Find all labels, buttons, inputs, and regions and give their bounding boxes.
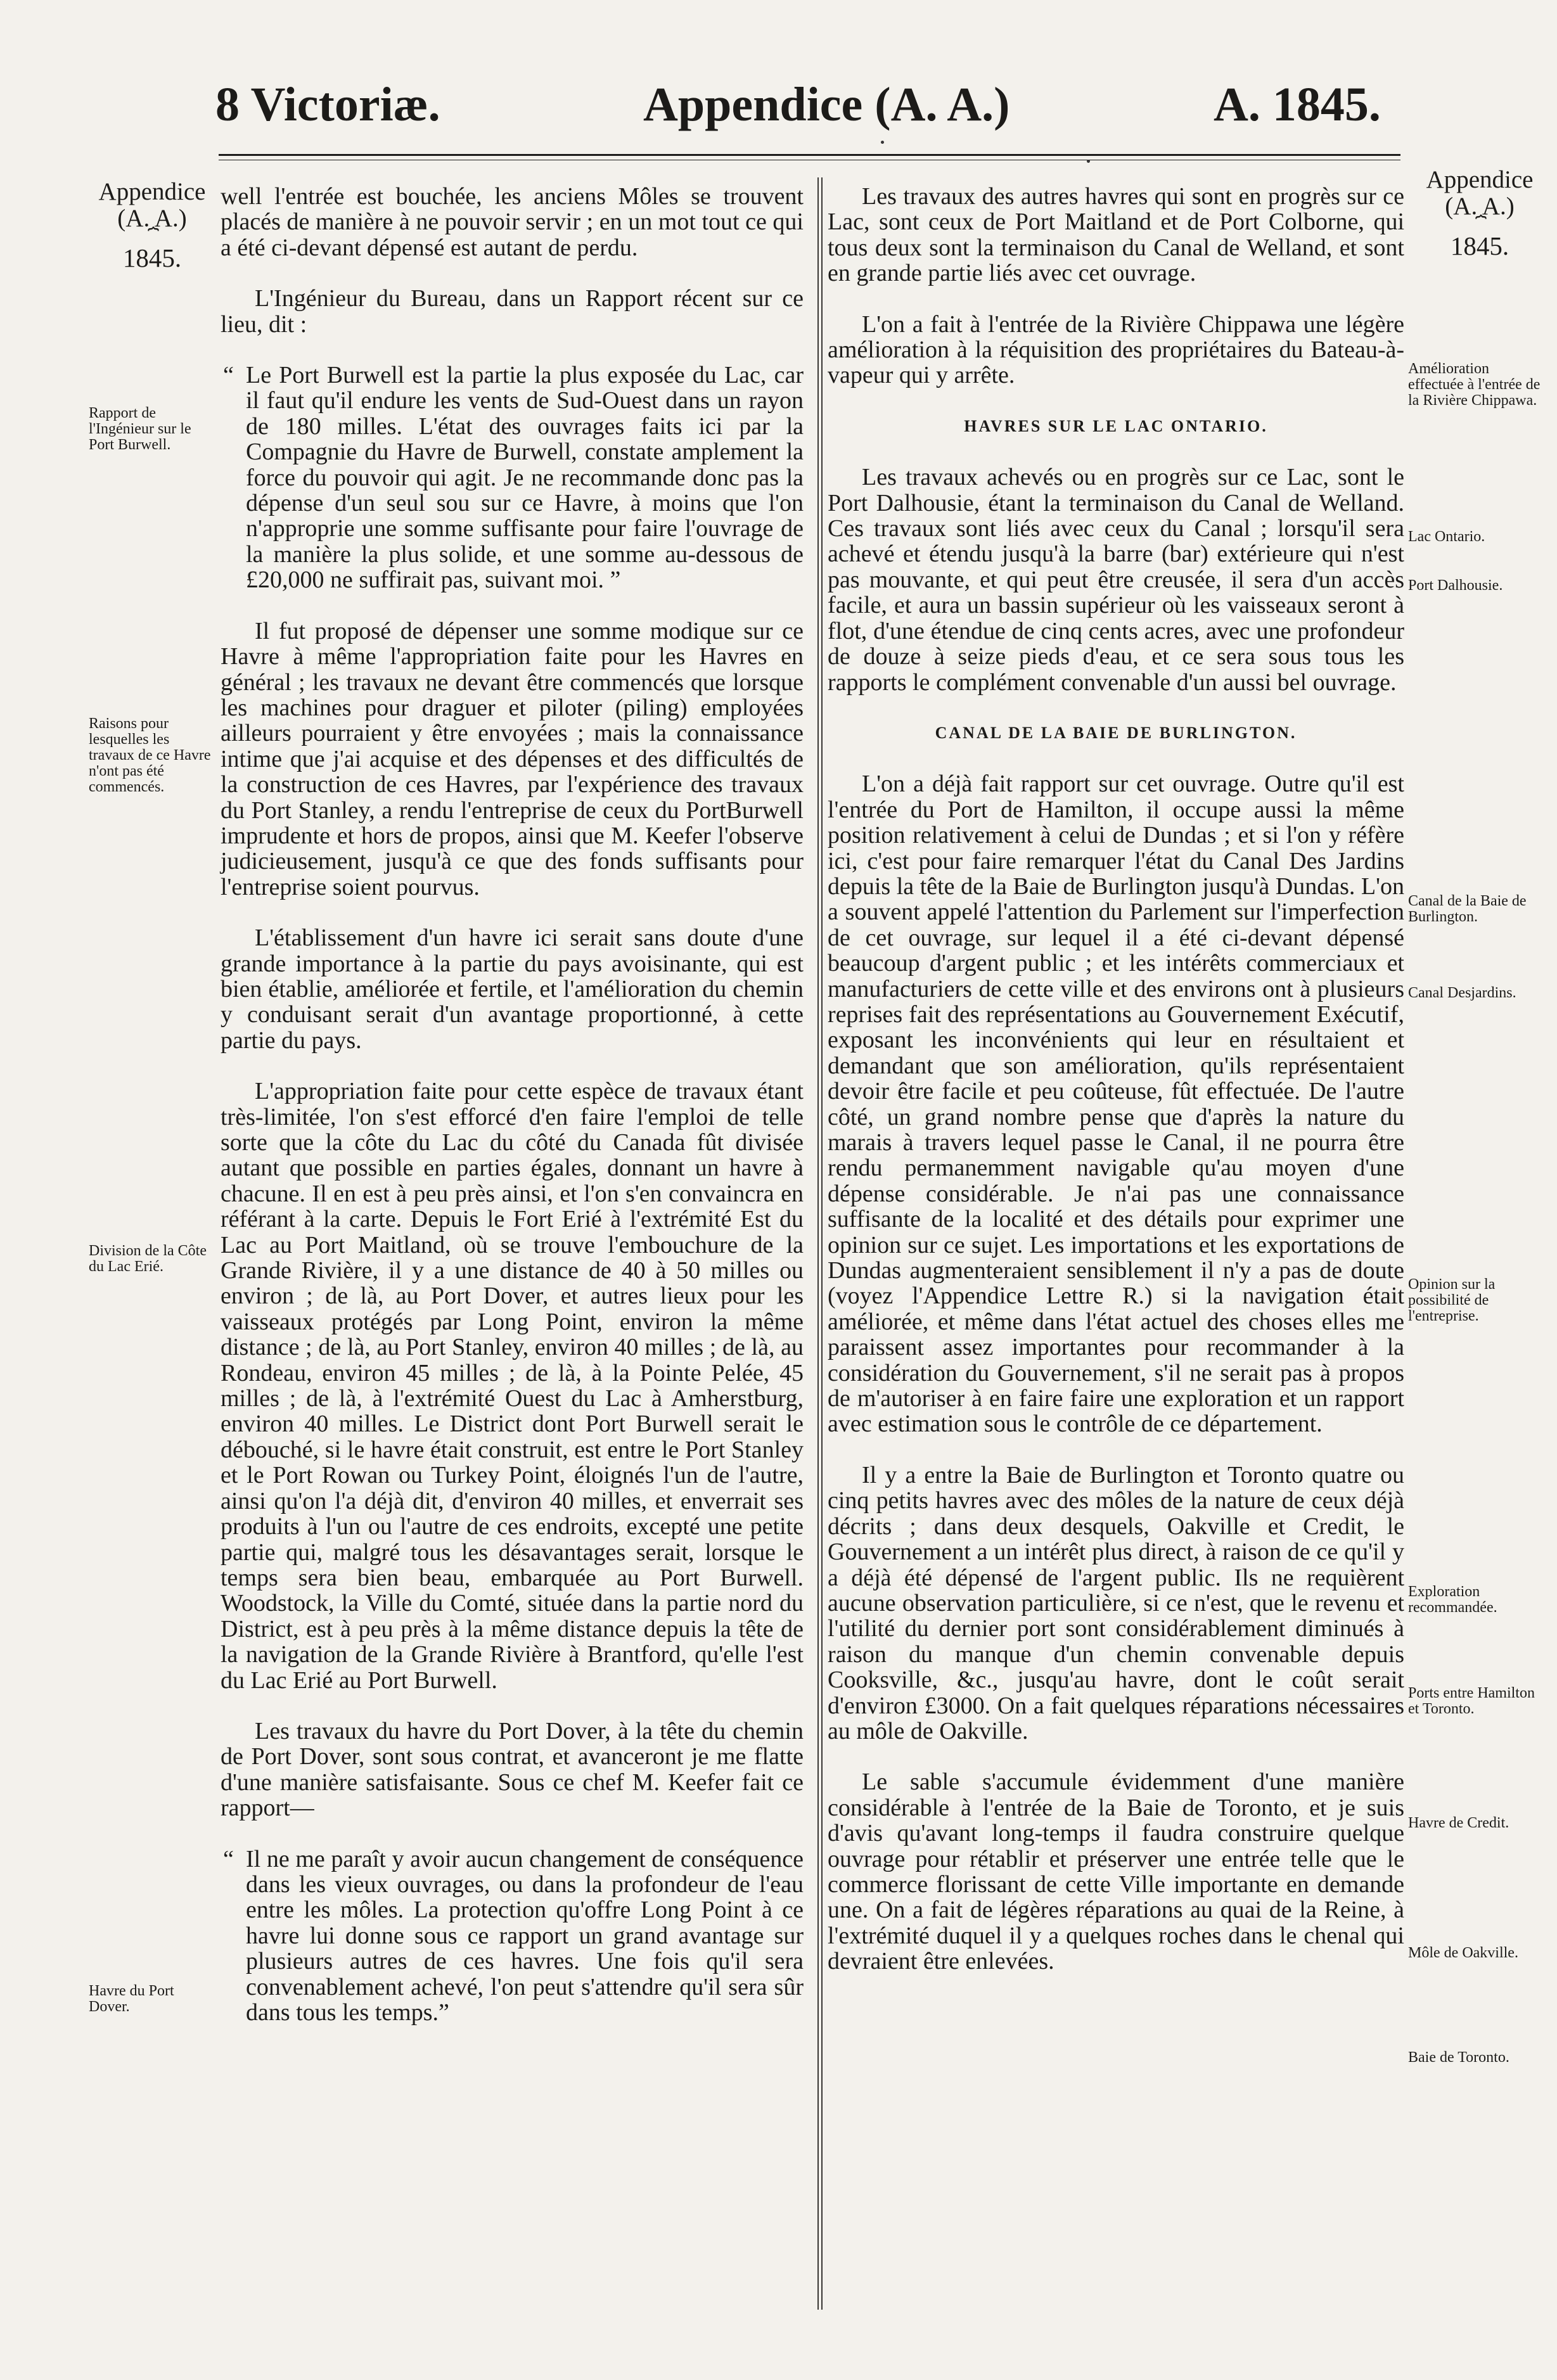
section-heading: CANAL DE LA BAIE DE BURLINGTON. xyxy=(935,723,1297,742)
margin-note: Division de la Côte du Lac Erié. xyxy=(89,1243,207,1275)
right-column xyxy=(828,184,1404,2000)
margin-note: Havre du Port Dover. xyxy=(89,1983,174,2015)
appendix-brace: ⏞ xyxy=(148,227,157,248)
appendix-year: 1845. xyxy=(1450,231,1509,260)
margin-note: Raisons pour lesquelles les travaux de ce Havre n'ont pas été commencés. xyxy=(89,715,211,795)
paragraph: L'on a déjà fait rapport sur cet ouvrage. Outre qu'il est l'entrée du Port de Hamilton, il occupe aussi la même position relativement à celui de Dundas ; et si l'on y réfère ici, c'est pour faire remarquer l'état du Canal Des Jardins depuis la tête de la Baie de Burlington jusqu'à Dundas. L'on a souvent appelé l'attention du Parlement sur l'imperfection de cet ouvrage, sur lequel il a été ci-devant dépensé beaucoup d'argent public ; et les intérêts commerciaux et manufacturiers de cette ville et des environs ont à plusieurs reprises fait des représentations au Gouvernement Exécutif, exposant les inconvénients qui leur en résultaient et demandant que son amélioration, qu'ils représentaient devoir être facile et peu coûteuse, fût effectuée. De l'autre côté, un grand nombre pense que d'après la nature du marais à travers lequel passe le Canal, il ne pourra être rendu permanemment navigable qu'au moyen d'une dépense considérable. Je n'ai pas une connaissance suffisante de la localité et des détails pour exprimer une opinion sur ce sujet. Les importations et les exportations de Dundas augmenteraient sensiblement il n'y a pas de doute (voyez l'Appendice Lettre R.) si la navigation était améliorée, et même dans l'état actuel des choses elles me paraissent assez importantes pour recommander à la considération du Gouvernement, s'il ne serait pas à propos de m'autoriser à en faire faire une exploration et un rapport avec estimation sous le contrôle de ce département. xyxy=(828,771,1404,1438)
paragraph: Les travaux des autres havres qui sont en progrès sur ce Lac, sont ceux de Port Maitland et de Port Colborne, qui tous deux sont la terminaison du Canal de Welland, et sont en grande partie liés avec cet ouvrage. xyxy=(828,183,1404,287)
paragraph: L'Ingénieur du Bureau, dans un Rapport récent sur ce lieu, dit : xyxy=(221,285,804,338)
paragraph: Il y a entre la Baie de Burlington et Toronto quatre ou cinq petits havres avec des môles de la nature de ceux déjà décrits ; dans deux desquels, Oakville et Credit, le Gouvernement a un intérêt plus direct, à raison de ce qu'il y a déjà été dépensé de l'argent public. Ils ne requièrent aucune observation particulière, si ce n'est, que le revenu et l'utilité du dernier port sont considérablement diminués à raison du manque d'un chemin convenable depuis Cooksville, &c., jusqu'au havre, dont le coût serait d'environ £3000. On a fait quelques réparations nécessaires au môle de Oakville. xyxy=(828,1461,1404,1744)
quote-mark: “ xyxy=(223,1845,234,1872)
paragraph: Le sable s'accumule évidemment d'une manière considérable à l'entrée de la Baie de Toronto, et je suis d'avis qu'avant long-temps il faudra construire quelque ouvrage pour rétablir et préserver une entrée telle que le commerce florissant de cette Ville importante en demande une. On a fait de légères réparations au quai de la Reine, à l'extrémité duquel il y a quelques roches dans le chenal qui devraient être enlevées. xyxy=(828,1769,1404,1975)
left-column xyxy=(221,184,804,2051)
margin-note: Môle de Oakville. xyxy=(1408,1945,1518,1961)
margin-note: Exploration recommandée. xyxy=(1408,1583,1497,1616)
appendix-year: 1845. xyxy=(122,243,182,272)
speck xyxy=(881,141,884,144)
quote-mark: “ xyxy=(223,362,234,389)
header-center: Appendice (A. A.) xyxy=(643,78,1010,131)
quote-text: Le Port Burwell est la partie la plus exposée du Lac, car il faut qu'il endure les vents de Sud-Ouest dans un rayon de 180 milles. L'état des ouvrages faits ici par la Compagnie du Havre de Burwell, constate amplement la force du pouvoir qui agit. Je ne recommande donc pas la dépense d'un seul sou sur ce Havre, à moins que l'on n'approprie une somme suffisante pour faire l'ouvrage de la manière la plus solide, et une somme au-dessous de £20,000 ne suffirait pas, suivant moi. ” xyxy=(246,362,804,594)
paragraph: Les travaux du havre du Port Dover, à la tête du chemin de Port Dover, sont sous contrat, et avanceront je me flatte d'une manière satisfaisante. Sous ce chef M. Keefer fait ce rapport— xyxy=(221,1717,804,1822)
header-rule xyxy=(219,154,1400,156)
quoted-paragraph xyxy=(221,1846,804,2026)
paragraph: L'établissement d'un havre ici serait sans doute d'une grande importance à la partie du pays avoisinante, qui est bien établie, améliorée et fertile, et l'amélioration du chemin y conduisant serait d'un avantage proportionné, à cette partie du pays. xyxy=(221,924,804,1054)
header-left: 8 Victoriæ. xyxy=(215,78,440,131)
quote-text: Il ne me paraît y avoir aucun changement de conséquence dans les vieux ouvrages, ou dans la profondeur de l'eau entre les môles. La protection qu'offre Long Point à ce havre lui donne sous ce rapport un grand avantage sur plusieurs autres de ces havres. Une fois qu'il sera convenablement achevé, l'on peut s'attendre qu'il sera sûr dans tous les temps.” xyxy=(246,1845,804,2026)
appendix-label: Appendice xyxy=(1426,166,1534,193)
margin-note: Canal de la Baie de Burlington. xyxy=(1408,893,1527,925)
margin-note: Canal Desjardins. xyxy=(1408,985,1516,1001)
quoted-paragraph xyxy=(221,362,804,593)
margin-note: Amélioration effectuée à l'entrée de la Rivière Chippawa. xyxy=(1408,361,1541,409)
section-heading: HAVRES SUR LE LAC ONTARIO. xyxy=(964,416,1268,435)
margin-note: Ports entre Hamilton et Toronto. xyxy=(1408,1685,1535,1717)
appendix-tag-left xyxy=(82,179,222,271)
paragraph: Les travaux achevés ou en progrès sur ce Lac, sont le Port Dalhousie, étant la terminaison du Canal de Welland. Ces travaux sont liés avec ceux du Canal ; lorsqu'il sera achevé et étendu jusqu'à la barre (bar) extérieure qui n'est pas mouvante, et qui peut être creusée, il sera d'un accès facile, et aura un bassin supérieur où les vaisseaux seront à flot, d'une étendue de cinq cents acres, avec une profondeur de douze à seize pieds d'eau, et ce sera sous tous les rapports le complément convenable d'un aussi bel ouvrage. xyxy=(828,464,1404,696)
margin-note: Havre de Credit. xyxy=(1408,1815,1509,1831)
appendix-tag-right xyxy=(1407,167,1553,259)
appendix-code: (A. A.) xyxy=(117,205,187,232)
margin-note: Baie de Toronto. xyxy=(1408,2049,1509,2066)
column-rule-1 xyxy=(817,177,819,2310)
paragraph: Il fut proposé de dépenser une somme modique sur ce Havre à même l'appropriation faite pour les Havres en général ; les travaux ne devant être commencés que lorsque les machines pour draguer et piloter (piling) employées ailleurs pourraient y être envoyées ; mais la connaissance intime que j'ai acquise et des dépenses et des difficultés de la construction de ces Havres, par l'expérience des travaux du Port Stanley, a rendu l'entreprise de ceux du PortBurwell imprudente et hors de propos, ainsi que M. Keefer l'observe judicieusement, jusqu'à ce que des fonds suffisants pour l'entreprise soient pourvus. xyxy=(221,617,804,900)
paragraph: L'appropriation faite pour cette espèce de travaux étant très-limitée, l'on s'est efforcé d'en faire l'emploi de telle sorte que la côte du Lac du côté du Canada fût divisée autant que possible en parties égales, donnant un havre à chacune. Il en est à peu près ainsi, et l'on s'en convaincra en référant à la carte. Depuis le Fort Erié à l'extrémité Est du Lac au Port Maitland, où se trouve l'embouchure de la Grande Rivière, il y a une distance de 40 à 50 milles ou environ ; de là, au Port Dover, et autres lieux pour les vaisseaux protégés par Long Point, environ la même distance ; de là, au Port Stanley, environ 40 milles ; de là, au Rondeau, environ 45 milles ; de là, à la Pointe Pelée, 45 milles ; de là, à l'extrémité Ouest du Lac à Amherstburg, environ 40 milles. Le District dont Port Burwell serait le débouché, si le havre était construit, est entre le Port Stanley et le Port Rowan ou Turkey Point, éloignés l'un de l'autre, ainsi qu'on l'a déjà dit, d'environ 40 milles, et enverrait ses produits à l'un ou l'autre de ces endroits, excepté une petite partie qui, malgré tous les désavantages serait, lorsque le temps sera bien beau, embarquée au Port Burwell. Woodstock, la Ville du Comté, située dans la partie nord du District, est à peu près à la même distance depuis la tête de la navigation de la Grande Rivière à Brantford, qu'elle l'est du Lac Erié au Port Burwell. xyxy=(221,1078,804,1694)
appendix-label: Appendice xyxy=(98,178,206,205)
margin-note: Opinion sur la possibilité de l'entreprise. xyxy=(1408,1276,1496,1324)
column-rule-2 xyxy=(821,177,823,2310)
paragraph: L'on a fait à l'entrée de la Rivière Chippawa une légère amélioration à la réquisition des propriétaires du Bateau-à-vapeur qui y arrête. xyxy=(828,310,1404,389)
speck xyxy=(1087,160,1090,163)
margin-note: Port Dalhousie. xyxy=(1408,577,1503,594)
margin-note: Rapport de l'Ingénieur sur le Port Burwell. xyxy=(89,405,191,453)
paragraph-continued: well l'entrée est bouchée, les anciens Môles se trouvent placés de manière à ne pouvoir servir ; en un mot tout ce qui a été ci-devant dépensé est autant de perdu. xyxy=(221,183,804,261)
appendix-code: (A. A.) xyxy=(1445,193,1515,220)
margin-note: Lac Ontario. xyxy=(1408,528,1485,545)
appendix-brace: ⏞ xyxy=(1475,215,1484,236)
header-right: A. 1845. xyxy=(1214,78,1381,131)
